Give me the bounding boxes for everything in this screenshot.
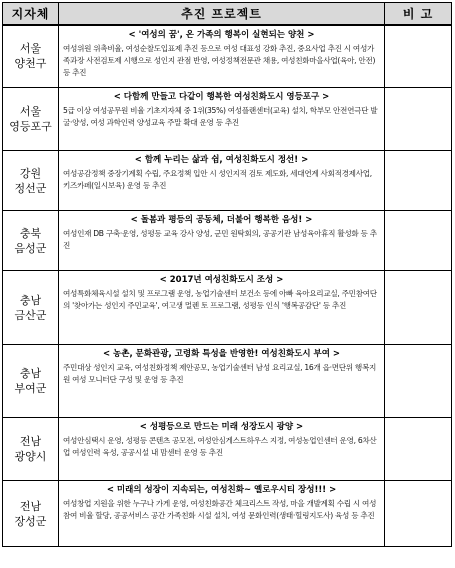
- project-title: < 성평등으로 만드는 미래 성장도시 광양 >: [139, 422, 304, 432]
- project-cell: [59, 88, 385, 151]
- table-row: [3, 418, 452, 481]
- table-row: [3, 481, 452, 547]
- region-cell: [3, 211, 59, 271]
- region-province: 전남: [19, 435, 42, 448]
- project-description: 여성창업 지원을 위한 누구나 가게 운영, 여성친화공간 체크리스트 작성, 마을 개발계획 수립 시 여성참여 비율 할당, 공공서비스 공간 가족친화 시설 설치, 여성 문화인력(생태·힐링지도사) 육성 등 추진: [63, 499, 377, 520]
- project-cell: [59, 25, 385, 88]
- header-note: 비 고: [385, 3, 452, 25]
- region-district: 영등포구: [9, 120, 52, 133]
- region-district: 광양시: [14, 450, 47, 463]
- project-description: 여성인재 DB 구축·운영, 성평등 교육 강사 양성, 군민 원탁회의, 공공기관 남성육아휴직 활성화 등 추진: [63, 229, 377, 250]
- women-friendly-city-project-table: [2, 2, 452, 547]
- project-description: 5급 이상 여성공무원 비율 기초지자체 중 1위(35%) 여성플랜센터(교육) 설치, 학부모 안전연극단 발굴·양성, 여성 과학인력 양성교육 주말 확대 운영 등 추진: [63, 106, 378, 127]
- region-district: 정선군: [14, 181, 47, 195]
- region-district: 음성군: [14, 241, 47, 255]
- table-row: [3, 151, 452, 211]
- region-cell: [3, 151, 59, 211]
- region-district: 금산군: [14, 308, 47, 322]
- region-cell: [3, 271, 59, 345]
- region-cell: [3, 345, 59, 418]
- table-row: [3, 211, 452, 271]
- note-cell: [385, 271, 452, 345]
- project-cell: [59, 345, 385, 418]
- region-cell: [3, 88, 59, 151]
- region-province: 충북: [19, 226, 42, 240]
- project-title: < 돌봄과 평등의 공동체, 더불어 행복한 음성! >: [130, 215, 313, 225]
- region-province: 전남: [19, 499, 42, 513]
- region-district: 장성군: [14, 514, 47, 528]
- region-district: 부여군: [14, 382, 47, 395]
- table-row: [3, 345, 452, 418]
- region-cell: [3, 481, 59, 547]
- project-title: < '여성의 꿈', 온 가족의 행복이 실현되는 양천 >: [128, 29, 315, 40]
- note-cell: [385, 151, 452, 211]
- header-program: 추진 프로젝트: [59, 3, 385, 25]
- table-row: [3, 271, 452, 345]
- project-title: < 다함께 만들고 다같이 행복한 여성친화도시 영등포구 >: [113, 92, 330, 102]
- region-province: 충남: [19, 293, 42, 307]
- note-cell: [385, 418, 452, 481]
- region-cell: [3, 418, 59, 481]
- region-province: 강원: [19, 166, 42, 180]
- project-cell: [59, 418, 385, 481]
- project-table-wrapper: [2, 2, 451, 547]
- project-cell: [59, 271, 385, 345]
- region-district: 양천구: [14, 57, 47, 71]
- note-cell: [385, 88, 452, 151]
- project-cell: [59, 481, 385, 547]
- note-cell: [385, 345, 452, 418]
- header-region: 지자체: [3, 3, 59, 25]
- project-description: 여성안심택시 운영, 성평등 콘텐츠 공모전, 여성안심게스트하우스 지정, 여성농업인센터 운영, 6차산업 여성인력 육성, 공공시설 내 맘센터 운영 등 추진: [63, 436, 377, 457]
- region-cell: [3, 25, 59, 88]
- table-row: [3, 88, 452, 151]
- project-cell: [59, 211, 385, 271]
- project-description: 여성위원 위촉비율, 여성순찰도입표제 추진 등으로 여성 대표성 강화 추진, 중요사업 추진 시 여성가족과장 사전검토제 시행으로 성인지 관점 반영, 여성정책전문관 채용, 여성친화마을사업(육아, 안전) 등 추진: [63, 43, 376, 77]
- project-cell: [59, 151, 385, 211]
- project-title: < 농촌, 문화관광, 고령화 특성을 반영한! 여성친화도시 부여 >: [102, 349, 341, 359]
- project-title: < 2017년 여성친화도시 조성 >: [159, 275, 284, 285]
- project-description: 여성특화체육시설 설치 및 프로그램 운영, 농업기술센터 보건소 등에 아빠 육아요리교실, 주민참여단의 '찾아가는 성인지 주민교육', 여고생 멀렌 토 프로그램, 성평등 인식 '행복공감단' 등 추진: [63, 289, 377, 310]
- region-province: 충남: [19, 367, 42, 380]
- table-header-row: [3, 3, 452, 25]
- table-row: [3, 25, 452, 88]
- note-cell: [385, 25, 452, 88]
- region-province: 서울: [19, 42, 42, 56]
- project-title: < 미래의 성장이 지속되는, 여성친화~ 옐로우시티 장성!!! >: [106, 485, 337, 495]
- note-cell: [385, 481, 452, 547]
- project-title: < 함께 누리는 삶과 쉼, 여성친화도시 정선! >: [134, 155, 309, 165]
- region-province: 서울: [19, 105, 42, 118]
- project-description: 주민대상 성인지 교육, 여성친화정책 제안공모, 농업기술센터 남성 요리교실, 16개 읍·면단위 행복지원 여성 모니터단 구성 및 운영 등 추진: [63, 363, 377, 384]
- note-cell: [385, 211, 452, 271]
- project-description: 여성공감정책 중장기계획 수립, 주요정책 입안 시 성인지적 검토 제도화, 세대연계 사회적경제사업, 키즈카페(일시보육) 운영 등 추진: [63, 169, 372, 190]
